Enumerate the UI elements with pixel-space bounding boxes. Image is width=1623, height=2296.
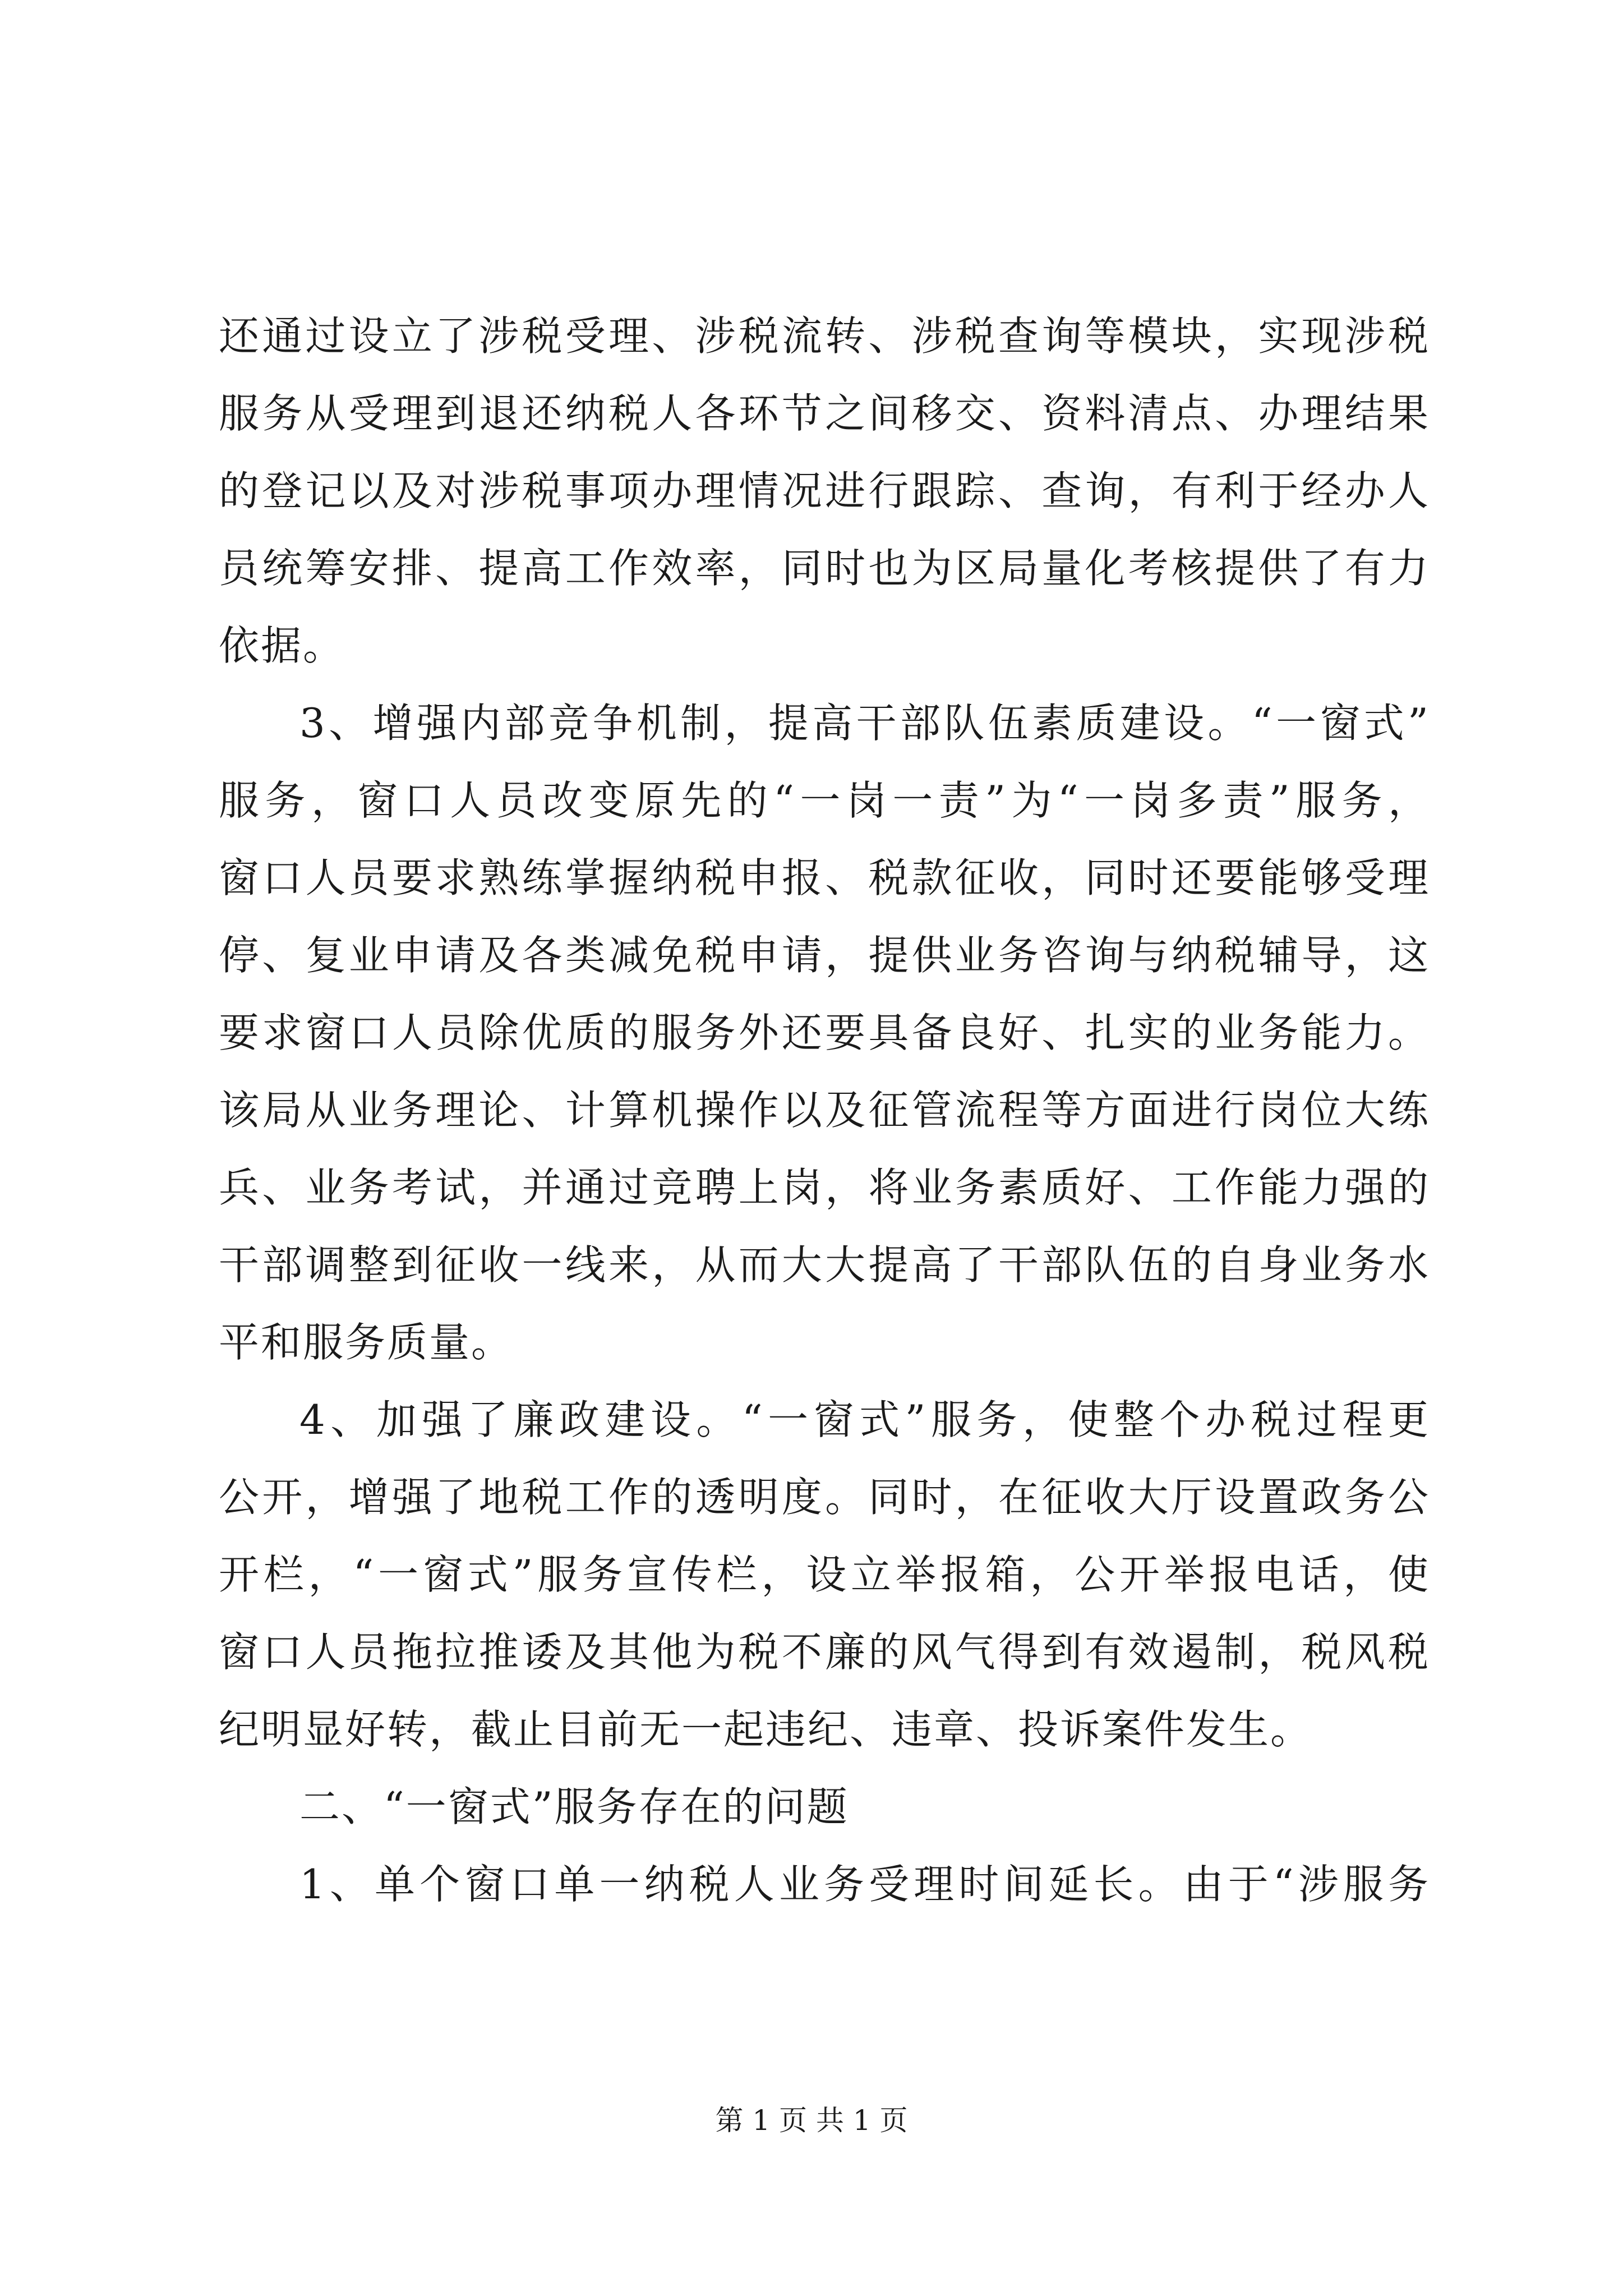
paragraph-line: 还通过设立了涉税受理、涉税流转、涉税查询等模块，实现涉税 <box>219 312 1430 360</box>
paragraph-line: 该局从业务理论、计算机操作以及征管流程等方面进行岗位大练 <box>219 1087 1430 1134</box>
paragraph-line: 平和服务质量。 <box>219 1319 514 1366</box>
page-number-footer: 第 1 页 共 1 页 <box>715 2104 908 2137</box>
paragraph-line: 服务从受理到退还纳税人各环节之间移交、资料清点、办理结果 <box>219 390 1430 437</box>
paragraph-line: 依据。 <box>219 622 345 669</box>
paragraph-line: 干部调整到征收一线来，从而大大提高了干部队伍的自身业务水 <box>219 1241 1430 1289</box>
paragraph-line: 要求窗口人员除优质的服务外还要具备良好、扎实的业务能力。 <box>219 1009 1430 1056</box>
paragraph-line: 纪明显好转，截止目前无一起违纪、违章、投诉案件发生。 <box>219 1706 1313 1753</box>
paragraph-line: 4、加强了廉政建设。“一窗式”服务，使整个办税过程更 <box>299 1396 1430 1443</box>
paragraph-line: 公开，增强了地税工作的透明度。同时，在征收大厅设置政务公 <box>219 1474 1430 1521</box>
paragraph-line: 3、增强内部竞争机制，提高干部队伍素质建设。“一窗式” <box>299 700 1430 747</box>
paragraph-line: 窗口人员要求熟练掌握纳税申报、税款征收，同时还要能够受理 <box>219 854 1430 901</box>
paragraph-line: 停、复业申请及各类减免税申请，提供业务咨询与纳税辅导，这 <box>219 932 1430 979</box>
paragraph-line: 的登记以及对涉税事项办理情况进行跟踪、查询，有利于经办人 <box>219 467 1430 514</box>
paragraph-line: 开栏，“一窗式”服务宣传栏，设立举报箱，公开举报电话，使 <box>219 1551 1430 1598</box>
paragraph-line: 窗口人员拖拉推诿及其他为税不廉的风气得到有效遏制，税风税 <box>219 1628 1430 1676</box>
paragraph-line: 员统筹安排、提高工作效率，同时也为区局量化考核提供了有力 <box>219 545 1430 592</box>
paragraph-line: 兵、业务考试，并通过竞聘上岗，将业务素质好、工作能力强的 <box>219 1164 1430 1211</box>
paragraph-line: 服务，窗口人员改变原先的“一岗一责”为“一岗多责”服务， <box>219 777 1430 824</box>
section-heading: 二、“一窗式”服务存在的问题 <box>299 1783 849 1830</box>
paragraph-line: 1、单个窗口单一纳税人业务受理时间延长。由于“涉服务 <box>299 1861 1430 1908</box>
body-text <box>219 297 1430 1923</box>
